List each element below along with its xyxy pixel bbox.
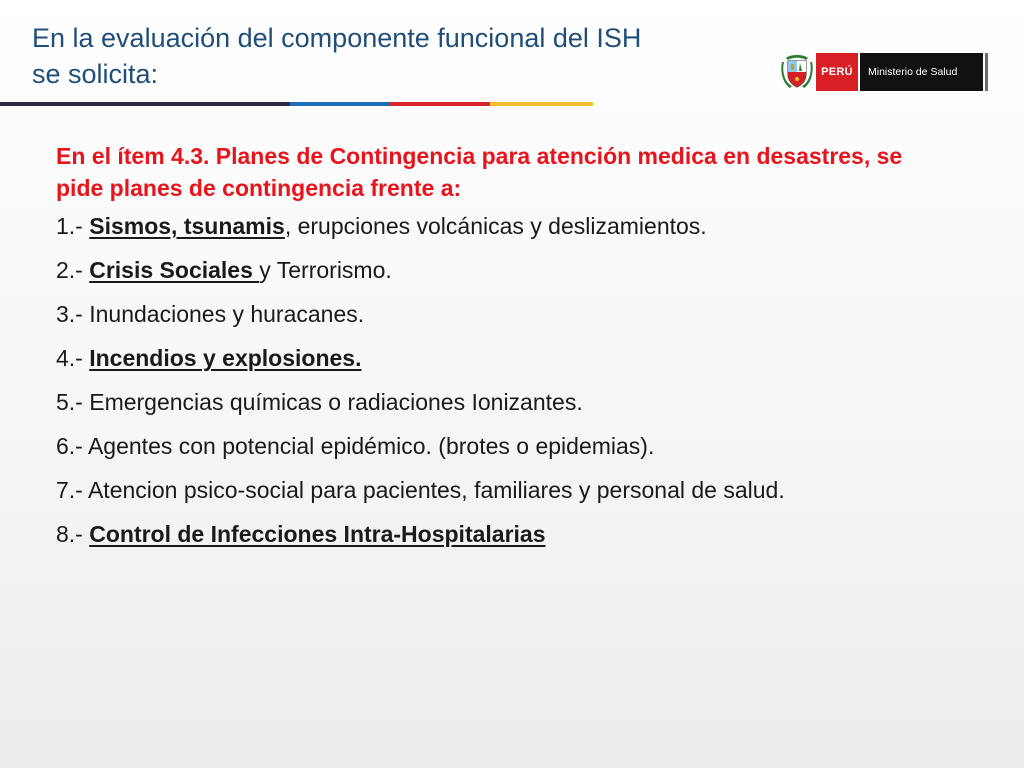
divider-segment-yellow <box>490 102 593 106</box>
intro-text: En el ítem 4.3. Planes de Contingencia para atención medica en desastres, se pide planes de contingencia frente a: <box>56 143 903 201</box>
item-text: Atencion psico-social para pacientes, familiares y personal de salud. <box>87 477 785 503</box>
title-divider <box>0 102 593 106</box>
list-item <box>56 518 928 550</box>
item-emphasis: Incendios y explosiones. <box>89 345 362 371</box>
item-number: 6.- <box>56 433 88 459</box>
list-item <box>56 474 928 506</box>
slide-title-line-1: En la evaluación del componente funcional del ISH <box>32 23 642 53</box>
item-number: 7.- <box>56 477 88 503</box>
item-text: y Terrorismo. <box>259 257 392 283</box>
list-item <box>56 342 928 374</box>
item-text: Emergencias químicas o radiaciones Ionizantes. <box>89 389 583 415</box>
list-item <box>56 210 928 242</box>
item-number: 8.- <box>56 521 90 547</box>
item-text: , erupciones volcánicas y deslizamientos. <box>284 213 707 239</box>
item-emphasis: Control de Infecciones Intra-Hospitalarias <box>89 521 546 547</box>
slide-title-line-2: se solicita: <box>32 59 159 89</box>
item-text: Inundaciones y huracanes. <box>89 301 365 327</box>
item-number: 3.- <box>56 301 90 327</box>
item-emphasis: Crisis Sociales <box>89 257 260 283</box>
ministry-logo <box>780 52 988 92</box>
item-number: 5.- <box>56 389 90 415</box>
list-item <box>56 298 928 330</box>
ministry-name: Ministerio de Salud <box>860 53 983 91</box>
slide-title <box>32 20 752 92</box>
item-emphasis: Sismos, tsunamis <box>89 213 285 239</box>
item-number: 4.- <box>56 345 90 371</box>
item-number: 1.- <box>56 213 90 239</box>
divider-segment-blue <box>290 102 390 106</box>
peru-coat-of-arms-icon <box>780 52 814 92</box>
item-number: 2.- <box>56 257 90 283</box>
divider-segment-red <box>390 102 490 106</box>
list-item <box>56 254 928 286</box>
divider-segment-dark <box>0 102 290 106</box>
logo-end-bar <box>985 53 988 91</box>
slide-body <box>56 140 928 562</box>
peru-wordmark: PERÚ <box>816 53 858 91</box>
list-item <box>56 386 928 418</box>
list-item <box>56 430 928 462</box>
item-text: Agentes con potencial epidémico. (brotes o epidemias). <box>87 433 655 459</box>
